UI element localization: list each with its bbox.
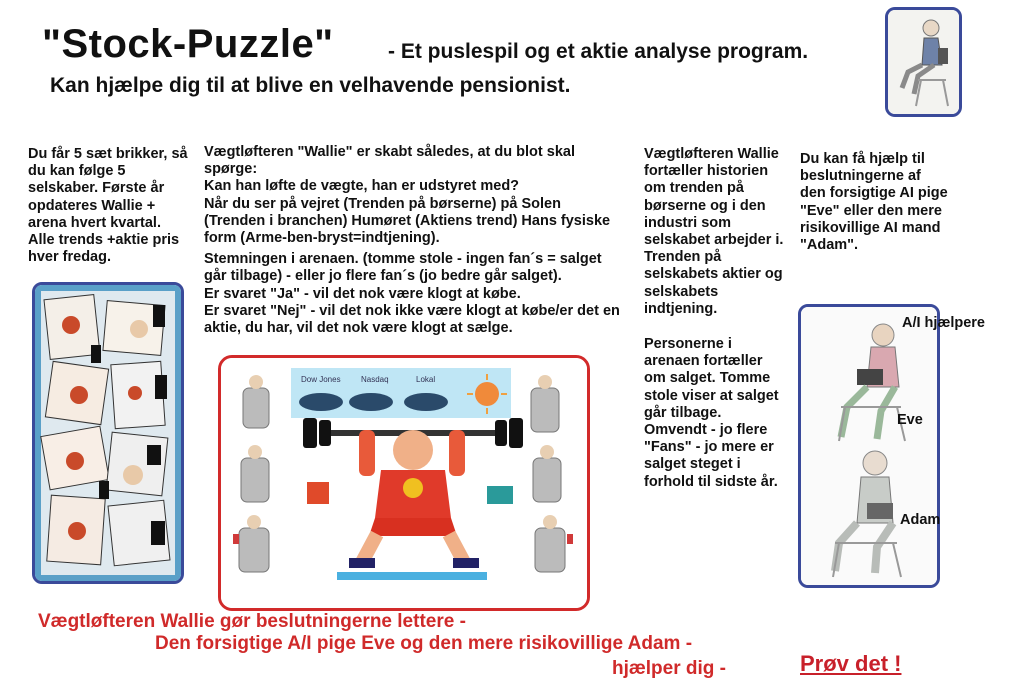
wallie-story-text: Vægtløfteren Wallie fortæller historien om trenden på børserne og i den industri som selskabet arbejder i. Trenden på selskabets aktier og selskabets indtjening. bbox=[644, 146, 784, 317]
page-title: "Stock-Puzzle" bbox=[42, 22, 334, 66]
footer-line-2: Den forsigtige A/I pige Eve og den mere risikovillige Adam - bbox=[155, 633, 693, 654]
footer-line-3: hjælper dig - bbox=[612, 658, 726, 679]
weather-label-dow: Dow Jones bbox=[301, 375, 341, 384]
wallie-explanation bbox=[204, 144, 624, 337]
wallie-paragraph: Vægtløfteren "Wallie" er skabt således, at du blot skal spørge: bbox=[204, 144, 575, 178]
ai-helpers-text: Du kan få hjælp til beslutningerne af den forsigtige AI pige "Eve" eller den mere risikovillige AI mand "Adam". bbox=[800, 151, 948, 254]
seated-person-image bbox=[885, 7, 962, 117]
page-subtitle: - Et puslespil og et aktie analyse program. bbox=[388, 40, 809, 63]
weather-clouds bbox=[299, 393, 448, 411]
adam-label: Adam bbox=[900, 512, 941, 528]
eve-label: Eve bbox=[897, 412, 923, 428]
ai-helpers-image bbox=[798, 304, 940, 588]
wallie-paragraph: Stemningen i arenaen. (tomme stole - ingen fan´s = salget går tilbage) - eller jo flere fan´s (jo bedre går salget). bbox=[204, 251, 602, 285]
intro-text: Du får 5 sæt brikker, så du kan følge 5 selskaber. Første år opdateres Wallie + arena hvert kvartal. Alle trends +aktie pris hver fredag. bbox=[28, 146, 188, 266]
footer-line-1: Vægtløfteren Wallie gør beslutningerne lettere - bbox=[38, 611, 466, 632]
wallie-paragraph: Er svaret "Ja" - vil det nok være klogt at købe. bbox=[204, 285, 521, 302]
wallie-paragraph: Når du ser på vejret (Trenden på børserne) på Solen (Trenden i branchen) Humøret (Aktiens trend) Hans fysiske form (Arme-ben-bryst=indtjening). bbox=[204, 195, 611, 247]
wallie-arena-image bbox=[218, 355, 590, 611]
wallie-paragraph: Er svaret "Nej" - vil det nok ikke være klogt at købe/er det en aktie, du har, vil det nok være klogt at sælge. bbox=[204, 302, 620, 337]
puzzle-pieces-image bbox=[32, 282, 184, 584]
try-it-link[interactable]: Prøv det ! bbox=[800, 651, 902, 676]
wallie-story bbox=[644, 146, 784, 495]
weather-label-lokal: Lokal bbox=[416, 375, 436, 384]
arena-sales-text: Personerne i arenaen fortæller om salget. Tomme stole viser at salget går tilbage. Omvendt - jo flere "Fans" - jo mere er salget steget i forhold til sidste år. bbox=[644, 336, 779, 490]
wallie-paragraph: Kan han løfte de vægte, han er udstyret med? bbox=[204, 178, 520, 195]
weather-label-nasdaq: Nasdaq bbox=[361, 375, 389, 384]
ai-helpers-heading: A/I hjælpere bbox=[902, 315, 985, 331]
tagline: Kan hjælpe dig til at blive en velhavende pensionist. bbox=[50, 74, 571, 97]
